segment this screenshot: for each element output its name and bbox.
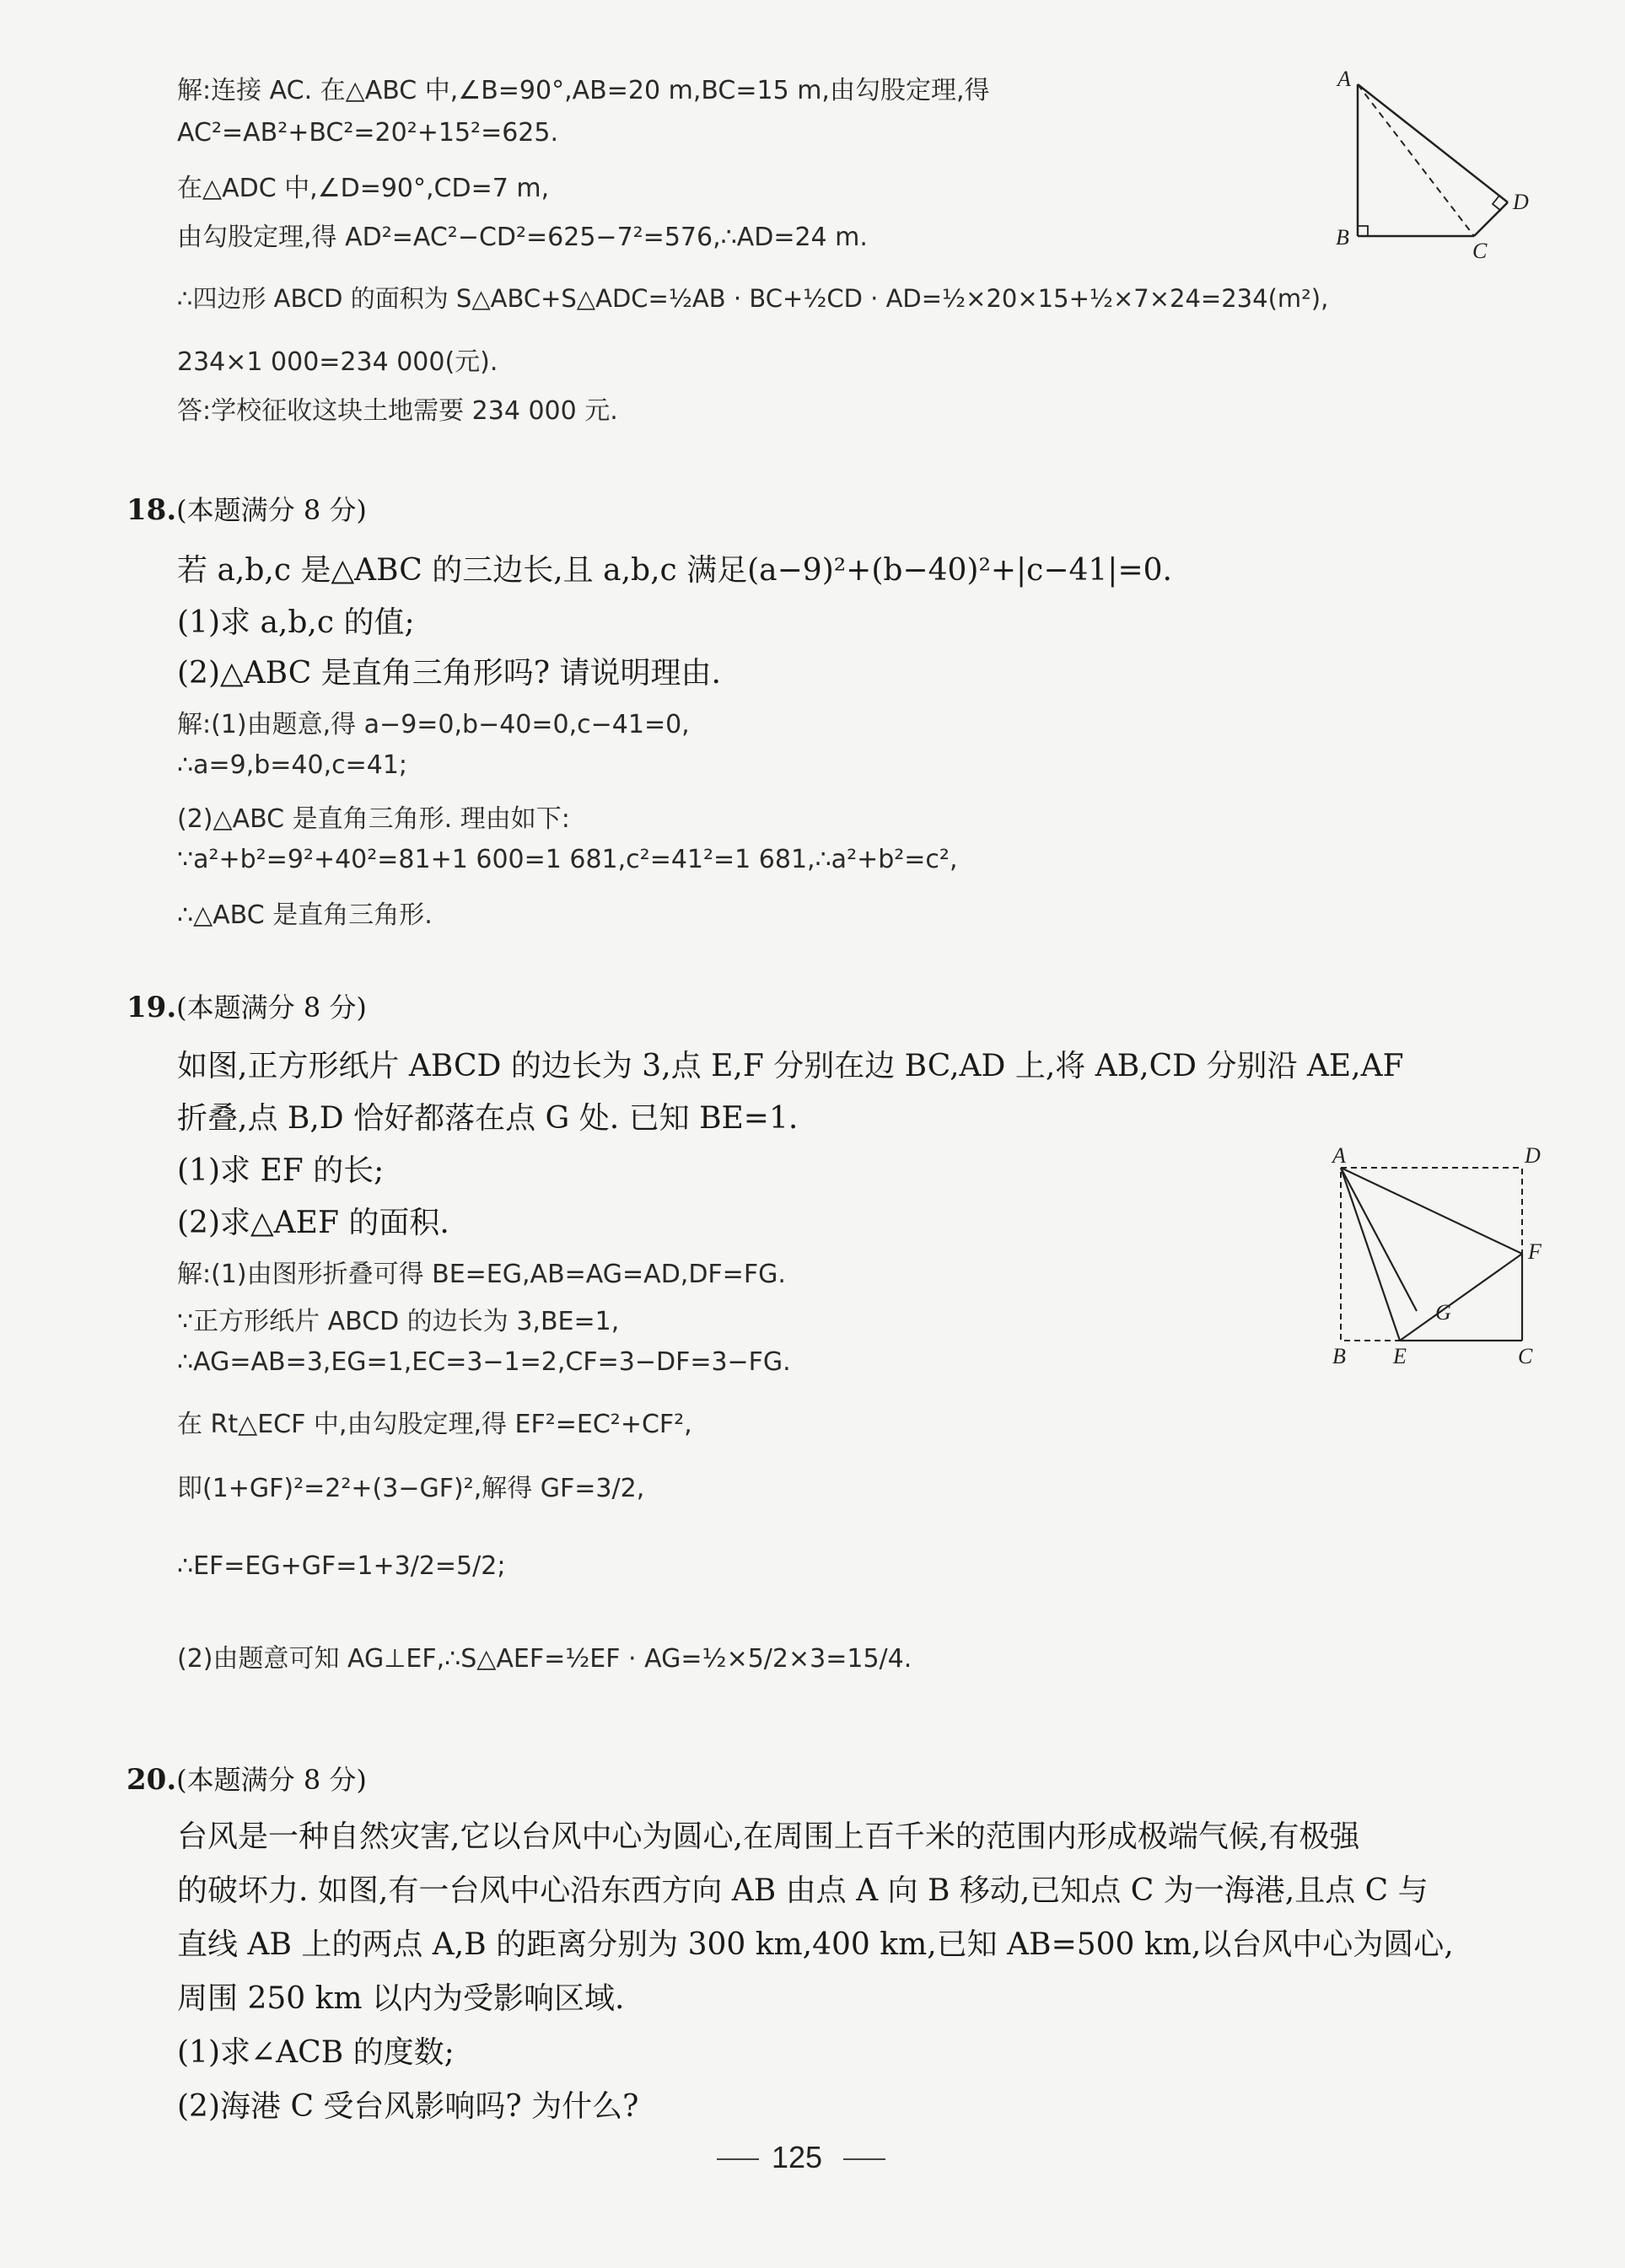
- solution-line: ∵a²+b²=9²+40²=81+1 600=1 681,c²=41²=1 681,∴a²+b²=c²,: [177, 845, 958, 874]
- label-b: B: [1336, 225, 1349, 250]
- solution-line: ∴EF=EG+GF=1+3/2=5/2;: [177, 1551, 506, 1581]
- label-f: F: [1528, 1239, 1542, 1264]
- solution-line: 解:(1)由图形折叠可得 BE=EG,AB=AG=AD,DF=FG.: [177, 1260, 786, 1289]
- solution-line: ∴a=9,b=40,c=41;: [177, 750, 408, 780]
- side-cd: [1474, 202, 1508, 236]
- question-header: [126, 986, 367, 1025]
- question-line: (1)求 EF 的长;: [177, 1153, 385, 1188]
- solution-line: 在△ADC 中,∠D=90°,CD=7 m,: [177, 174, 550, 203]
- question-number: 20.: [126, 1763, 177, 1797]
- page-number: 125: [772, 2140, 823, 2174]
- solution-line: (2)△ABC 是直角三角形. 理由如下:: [177, 804, 570, 834]
- page-number-dash-left: [717, 2158, 759, 2160]
- question-line: 周围 250 km 以内为受影响区域.: [177, 1981, 625, 2016]
- segment-ag: [1341, 1168, 1417, 1311]
- question-score: (本题满分 8 分): [176, 1764, 367, 1796]
- square-outline: [1341, 1168, 1522, 1341]
- label-a: A: [1337, 67, 1351, 91]
- question-number: 19.: [126, 991, 177, 1024]
- right-angle-d: [1493, 196, 1501, 211]
- solution-line: 由勾股定理,得 AD²=AC²−CD²=625−7²=576,∴AD=24 m.: [177, 223, 868, 252]
- diagonal-ac: [1358, 84, 1474, 236]
- question-number: 18.: [126, 493, 177, 527]
- page-number-dash-right: [843, 2158, 885, 2160]
- question-line: 若 a,b,c 是△ABC 的三边长,且 a,b,c 满足(a−9)²+(b−40)²+|c−41|=0.: [177, 553, 1172, 588]
- solution-line: 解:连接 AC. 在△ABC 中,∠B=90°,AB=20 m,BC=15 m,由勾股定理,得: [177, 76, 990, 105]
- question-header: [126, 489, 367, 528]
- label-a: A: [1332, 1143, 1346, 1168]
- solution-line: 234×1 000=234 000(元).: [177, 347, 498, 377]
- label-e: E: [1393, 1344, 1407, 1368]
- question-line: (1)求∠ACB 的度数;: [177, 2035, 455, 2070]
- question-line: 如图,正方形纸片 ABCD 的边长为 3,点 E,F 分别在边 BC,AD 上,将 AB,CD 分别沿 AE,AF: [177, 1049, 1404, 1083]
- solution-line: ∴△ABC 是直角三角形.: [177, 900, 433, 930]
- right-angle-b: [1358, 226, 1368, 236]
- question-line: 的破坏力. 如图,有一台风中心沿东西方向 AB 由点 A 向 B 移动,已知点 C 为一海港,且点 C 与: [177, 1873, 1429, 1908]
- side-da: [1358, 84, 1508, 202]
- segment-af: [1341, 1168, 1522, 1254]
- question-line: (1)求 a,b,c 的值;: [177, 605, 415, 640]
- label-b: B: [1332, 1344, 1346, 1368]
- solution-line: 解:(1)由题意,得 a−9=0,b−40=0,c−41=0,: [177, 710, 690, 739]
- label-c: C: [1518, 1344, 1533, 1368]
- question-line: (2)求△AEF 的面积.: [177, 1206, 449, 1240]
- label-d: D: [1513, 190, 1529, 214]
- solution-line: (2)由题意可知 AG⊥EF,∴S△AEF=½EF · AG=½×5/2×3=15/4.: [177, 1644, 912, 1674]
- question-line: (2)海港 C 受台风影响吗? 为什么?: [177, 2089, 639, 2124]
- segment-ef: [1400, 1254, 1522, 1341]
- question-line: (2)△ABC 是直角三角形吗? 请说明理由.: [177, 656, 721, 691]
- solution-line: AC²=AB²+BC²=20²+15²=625.: [177, 118, 559, 148]
- question-line: 折叠,点 B,D 恰好都落在点 G 处. 已知 BE=1.: [177, 1101, 799, 1136]
- solution-line: ∴AG=AB=3,EG=1,EC=3−1=2,CF=3−DF=3−FG.: [177, 1347, 791, 1377]
- solution-line: ∵正方形纸片 ABCD 的边长为 3,BE=1,: [177, 1307, 620, 1336]
- solution-line: 答:学校征收这块土地需要 234 000 元.: [177, 396, 618, 426]
- label-g: G: [1435, 1300, 1451, 1325]
- question-line: 台风是一种自然灾害,它以台风中心为圆心,在周围上百千米的范围内形成极端气候,有极强: [177, 1819, 1360, 1854]
- question-score: (本题满分 8 分): [176, 494, 367, 526]
- segment-ae: [1341, 1168, 1400, 1341]
- question-header: [126, 1759, 367, 1798]
- solution-line: ∴四边形 ABCD 的面积为 S△ABC+S△ADC=½AB · BC+½CD · AD=½×20×15+½×7×24=234(m²),: [177, 284, 1329, 313]
- label-d: D: [1525, 1143, 1541, 1168]
- question-score: (本题满分 8 分): [176, 992, 367, 1024]
- solution-line: 在 Rt△ECF 中,由勾股定理,得 EF²=EC²+CF²,: [177, 1410, 692, 1439]
- label-c: C: [1472, 239, 1488, 261]
- quadrilateral-figure: [1324, 67, 1543, 261]
- folded-square-figure: [1324, 1142, 1543, 1370]
- solution-line: 即(1+GF)²=2²+(3−GF)²,解得 GF=3/2,: [177, 1474, 645, 1503]
- question-line: 直线 AB 上的两点 A,B 的距离分别为 300 km,400 km,已知 AB=500 km,以台风中心为圆心,: [177, 1927, 1454, 1962]
